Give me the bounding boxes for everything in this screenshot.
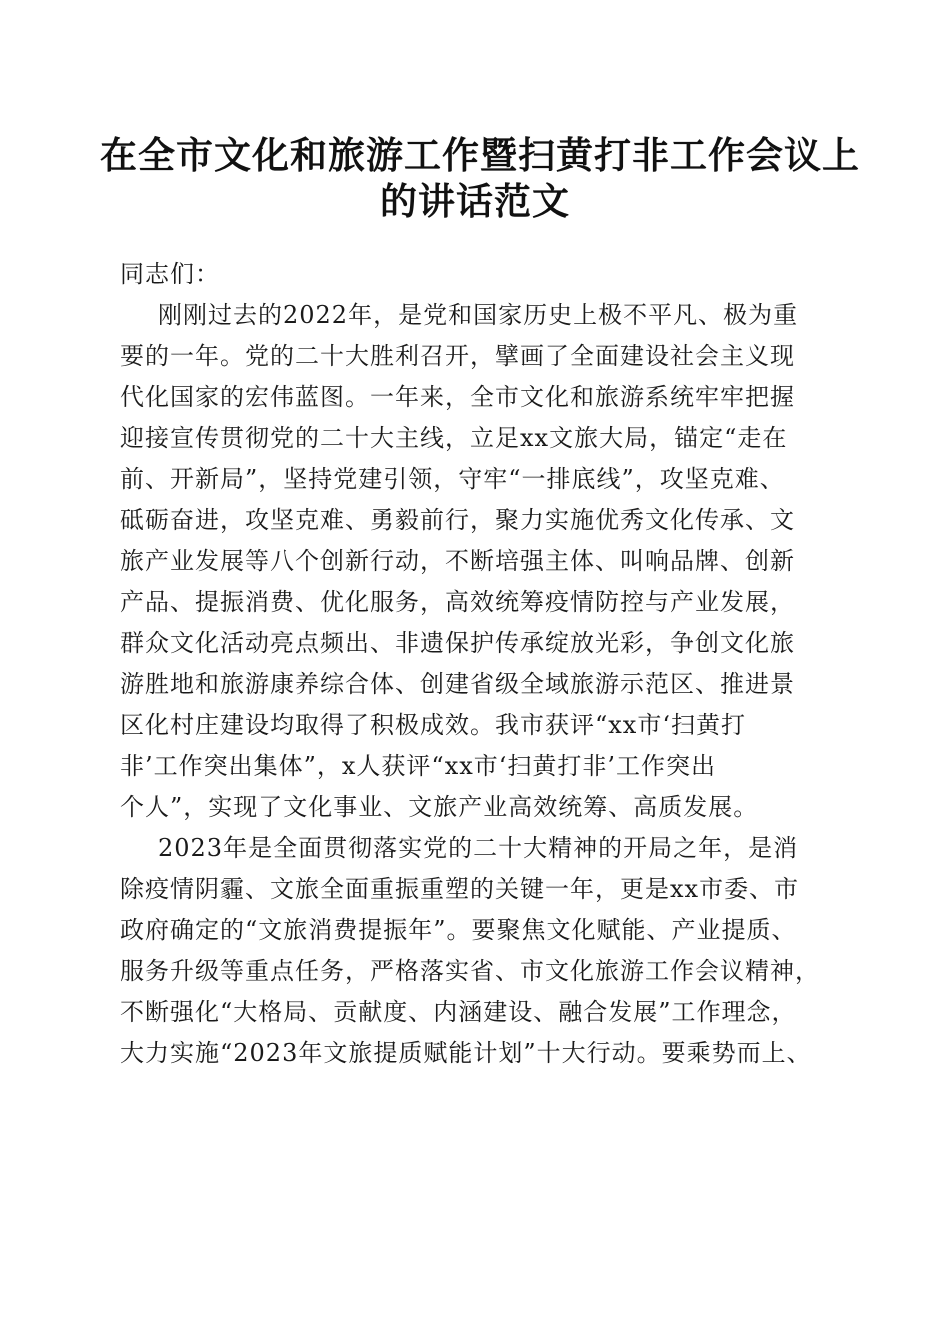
text-line: 要的一年。党的二十大胜利召开，擘画了全面建设社会主义现	[120, 342, 795, 370]
text-line: 游胜地和旅游康养综合体、创建省级全域旅游示范区、推进景	[120, 670, 795, 698]
text-line: 2023年是全面贯彻落实党的二十大精神的开局之年，是消	[158, 834, 799, 862]
title-line: 在全市文化和旅游工作暨扫黄打非工作会议上	[100, 133, 860, 177]
text-line: 区化村庄建设均取得了积极成效。我市获评“xx市‘扫黄打	[120, 711, 746, 739]
text-line: 非’工作突出集体”，x人获评“xx市‘扫黄打非’工作突出	[120, 752, 717, 780]
paragraph-2	[120, 828, 840, 1074]
text-line: 砥砺奋进，攻坚克难、勇毅前行，聚力实施优秀文化传承、文	[120, 506, 795, 534]
text-line: 刚刚过去的2022年，是党和国家历史上极不平凡、极为重	[158, 301, 799, 329]
text-line: 群众文化活动亮点频出、非遗保护传承绽放光彩，争创文化旅	[120, 629, 795, 657]
text-line: 前、开新局”，坚持党建引领，守牢“一排底线”，攻坚克难、	[120, 465, 785, 493]
document-body	[120, 254, 840, 1074]
salutation: 同志们：	[120, 260, 220, 288]
text-line: 代化国家的宏伟蓝图。一年来，全市文化和旅游系统牢牢把握	[120, 383, 795, 411]
text-line: 政府确定的“文旅消费提振年”。要聚焦文化赋能、产业提质、	[120, 916, 797, 944]
text-line: 除疫情阴霾、文旅全面重振重塑的关键一年，更是xx市委、市	[120, 875, 800, 903]
text-line: 服务升级等重点任务，严格落实省、市文化旅游工作会议精神，	[120, 957, 820, 985]
document-title	[100, 132, 860, 224]
text-line: 迎接宣传贯彻党的二十大主线，立足xx文旅大局，锚定“走在	[120, 424, 788, 452]
text-line: 旅产业发展等八个创新行动，不断培强主体、叫响品牌、创新	[120, 547, 795, 575]
text-line: 产品、提振消费、优化服务，高效统筹疫情防控与产业发展，	[120, 588, 795, 616]
title-line: 的讲话范文	[380, 179, 570, 223]
text-line: 个人”，实现了文化事业、文旅产业高效统筹、高质发展。	[120, 793, 759, 821]
text-line: 大力实施“2023年文旅提质赋能计划”十大行动。要乘势而上、	[120, 1039, 812, 1067]
text-line: 不断强化“大格局、贡献度、内涵建设、融合发展”工作理念，	[120, 998, 797, 1026]
paragraph-1	[120, 295, 840, 828]
